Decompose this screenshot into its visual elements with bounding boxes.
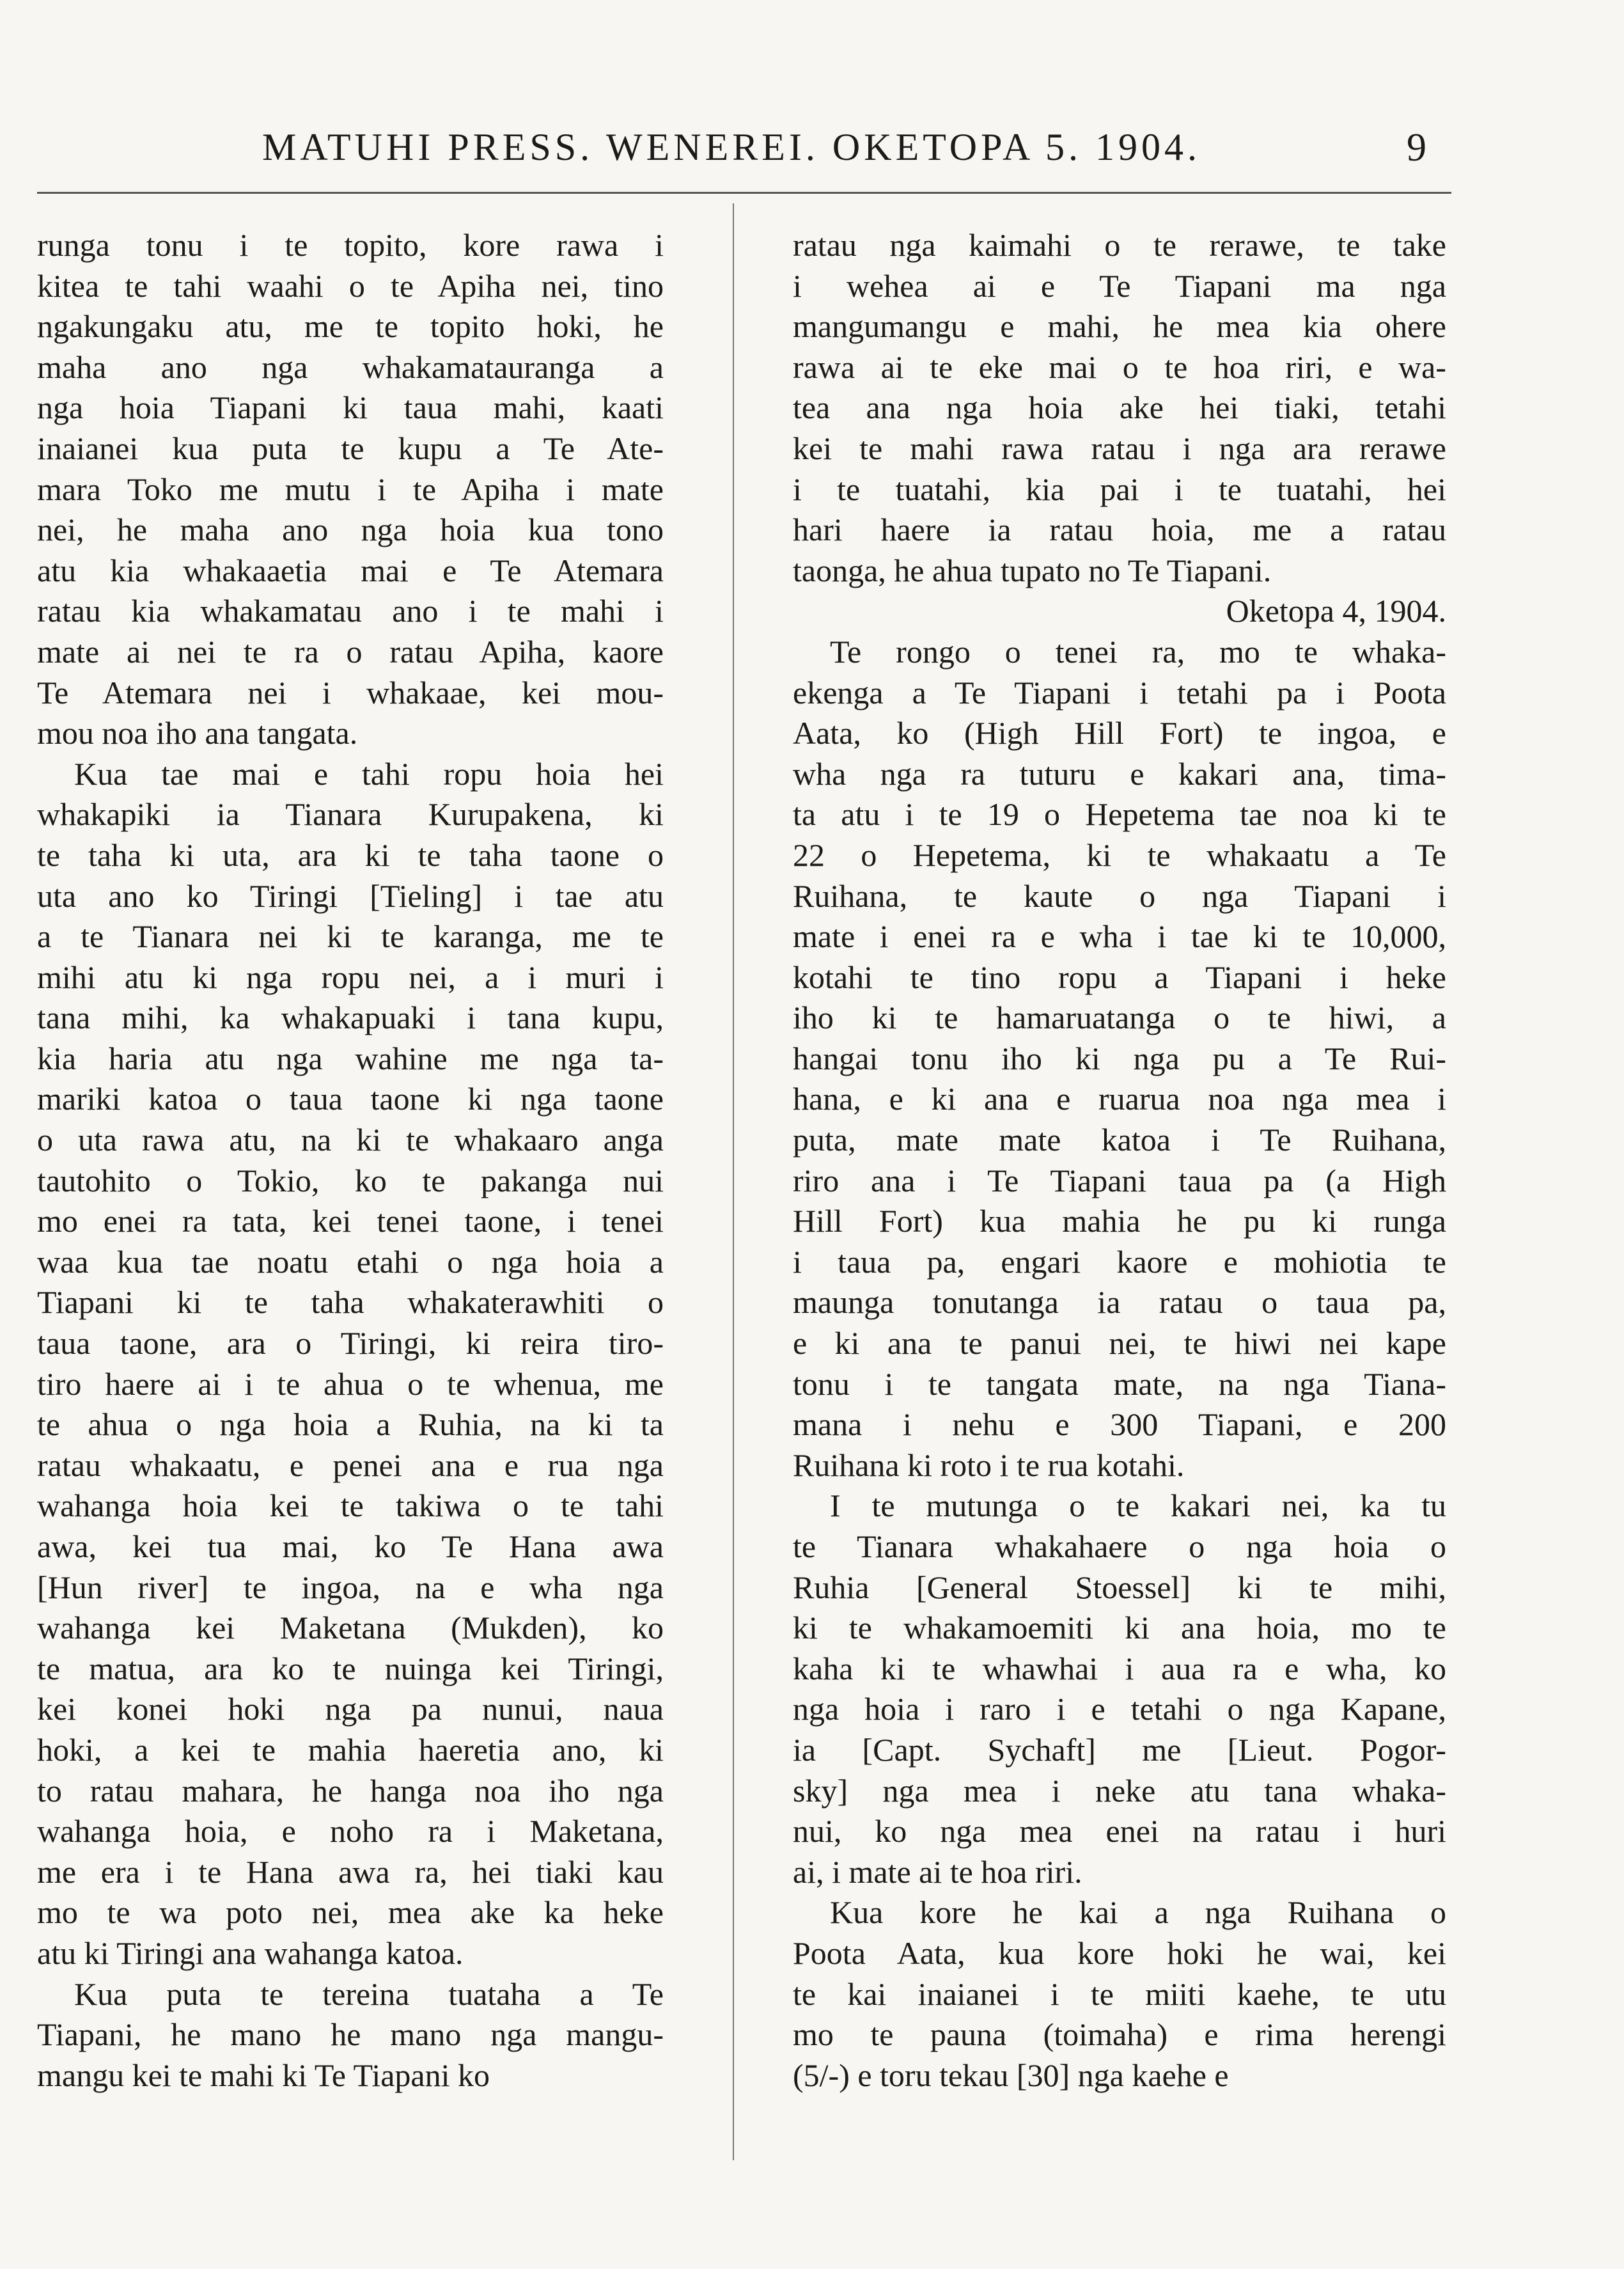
page-number: 9: [1407, 126, 1426, 169]
text-line: te matua, ara ko te nuinga kei Tiringi,: [37, 1650, 664, 1686]
text-line: (5/-) e toru tekau [30] nga kaehe e: [793, 2057, 1229, 2093]
text-line: tiro haere ai i te ahua o te whenua, me: [37, 1365, 664, 1402]
text-line: kei konei hoki nga pa nunui, naua: [37, 1691, 664, 1727]
text-line: me era i te Hana awa ra, hei tiaki kau: [37, 1853, 664, 1890]
text-line: kaha ki te whawhai i aua ra e wha, ko: [793, 1650, 1446, 1686]
text-line: mou noa iho ana tangata.: [37, 715, 358, 751]
header-rule: [37, 192, 1451, 194]
text-line: mo te wa poto nei, mea ake ka heke: [37, 1894, 664, 1931]
text-line: Kua puta te tereina tuataha a Te: [74, 1975, 664, 2012]
text-line: puta, mate mate katoa i Te Ruihana,: [793, 1122, 1446, 1158]
text-line: taua taone, ara o Tiringi, ki reira tiro-: [37, 1325, 664, 1362]
text-line: Tiapani ki te taha whakaterawhiti o: [37, 1284, 664, 1321]
text-line: hangai tonu iho ki nga pu a Te Rui-: [793, 1040, 1446, 1076]
text-line: [Hun river] te ingoa, na e wha nga: [37, 1569, 664, 1605]
text-line: ratau kia whakamatau ano i te mahi i: [37, 593, 664, 629]
text-line: Oketopa 4, 1904.: [1226, 593, 1446, 629]
text-line: waa kua tae noatu etahi o nga hoia a: [37, 1243, 664, 1280]
text-line: hari haere ia ratau hoia, me a ratau: [793, 512, 1446, 548]
text-line: hoki, a kei te mahia haeretia ano, ki: [37, 1731, 664, 1768]
text-line: sky] nga mea i neke atu tana whaka-: [793, 1772, 1446, 1809]
text-line: Tiapani, he mano he mano nga mangu-: [37, 2016, 664, 2053]
text-line: e ki ana te panui nei, te hiwi nei kape: [793, 1325, 1446, 1362]
text-line: mangu kei te mahi ki Te Tiapani ko: [37, 2057, 490, 2093]
text-line: Ruihana ki roto i te rua kotahi.: [793, 1447, 1185, 1483]
text-line: Te Atemara nei i whakaae, kei mou-: [37, 674, 664, 711]
text-line: nui, ko nga mea enei na ratau i huri: [793, 1813, 1446, 1849]
text-line: maunga tonutanga ia ratau o taua pa,: [793, 1284, 1446, 1321]
text-line: Poota Aata, kua kore hoki he wai, kei: [793, 1935, 1446, 1971]
text-line: mangumangu e mahi, he mea kia ohere: [793, 308, 1446, 345]
text-line: mihi atu ki nga ropu nei, a i muri i: [37, 959, 664, 995]
text-line: uta ano ko Tiringi [Tieling] i tae atu: [37, 877, 664, 914]
text-line: Ruihana, te kaute o nga Tiapani i: [793, 877, 1446, 914]
text-line: kotahi te tino ropu a Tiapani i heke: [793, 959, 1446, 995]
text-line: te taha ki uta, ara ki te taha taone o: [37, 836, 664, 873]
text-line: kia haria atu nga wahine me nga ta-: [37, 1040, 664, 1076]
page-header: [0, 125, 1624, 177]
text-line: ia [Capt. Sychaft] me [Lieut. Pogor-: [793, 1731, 1446, 1768]
text-line: nga hoia Tiapani ki taua mahi, kaati: [37, 389, 664, 426]
text-line: Aata, ko (High Hill Fort) te ingoa, e: [793, 715, 1446, 751]
text-line: Kua kore he kai a nga Ruihana o: [830, 1894, 1446, 1931]
text-line: mo enei ra tata, kei tenei taone, i tenei: [37, 1203, 664, 1239]
text-line: nei, he maha ano nga hoia kua tono: [37, 512, 664, 548]
text-line: awa, kei tua mai, ko Te Hana awa: [37, 1528, 664, 1564]
text-line: Kua tae mai e tahi ropu hoia hei: [74, 755, 664, 792]
text-line: mana i nehu e 300 Tiapani, e 200: [793, 1406, 1446, 1443]
text-line: riro ana i Te Tiapani taua pa (a High: [793, 1162, 1446, 1198]
column-divider: [733, 203, 734, 2160]
text-line: Ruhia [General Stoessel] ki te mihi,: [793, 1569, 1446, 1605]
text-line: tautohito o Tokio, ko te pakanga nui: [37, 1162, 664, 1198]
text-line: mo te pauna (toimaha) e rima herengi: [793, 2016, 1446, 2053]
text-line: Hill Fort) kua mahia he pu ki runga: [793, 1203, 1446, 1239]
text-line: inaianei kua puta te kupu a Te Ate-: [37, 430, 664, 466]
text-line: taonga, he ahua tupato no Te Tiapani.: [793, 552, 1272, 588]
text-line: te ahua o nga hoia a Ruhia, na ki ta: [37, 1406, 664, 1443]
text-line: ngakungaku atu, me te topito hoki, he: [37, 308, 664, 345]
text-line: tana mihi, ka whakapuaki i tana kupu,: [37, 1000, 664, 1036]
text-line: I te mutunga o te kakari nei, ka tu: [830, 1488, 1446, 1524]
text-line: Te rongo o tenei ra, mo te whaka-: [830, 633, 1446, 670]
text-line: whakapiki ia Tianara Kurupakena, ki: [37, 796, 664, 833]
text-line: ki te whakamoemiti ki ana hoia, mo te: [793, 1610, 1446, 1646]
text-line: runga tonu i te topito, kore rawa i: [37, 227, 664, 263]
text-line: wahanga hoia kei te takiwa o te tahi: [37, 1488, 664, 1524]
newspaper-header-title: MATUHI PRESS. WENEREI. OKETOPA 5. 1904.: [262, 126, 1201, 168]
text-line: tonu i te tangata mate, na nga Tiana-: [793, 1365, 1446, 1402]
text-line: tea ana nga hoia ake hei tiaki, tetahi: [793, 389, 1446, 426]
right-column: [793, 225, 1446, 2096]
text-line: ekenga a Te Tiapani i tetahi pa i Poota: [793, 674, 1446, 711]
text-line: i wehea ai e Te Tiapani ma nga: [793, 267, 1446, 304]
text-line: maha ano nga whakamatauranga a: [37, 349, 664, 385]
text-line: a te Tianara nei ki te karanga, me te: [37, 918, 664, 955]
text-line: ta atu i te 19 o Hepetema tae noa ki te: [793, 796, 1446, 833]
text-line: wahanga kei Maketana (Mukden), ko: [37, 1610, 664, 1646]
text-line: iho ki te hamaruatanga o te hiwi, a: [793, 1000, 1446, 1036]
left-column: [37, 225, 664, 2096]
text-line: to ratau mahara, he hanga noa iho nga: [37, 1772, 664, 1809]
text-line: wahanga hoia, e noho ra i Maketana,: [37, 1813, 664, 1849]
text-line: ratau nga kaimahi o te rerawe, te take: [793, 227, 1446, 263]
text-line: atu ki Tiringi ana wahanga katoa.: [37, 1935, 464, 1971]
text-line: ai, i mate ai te hoa riri.: [793, 1853, 1082, 1890]
text-line: 22 o Hepetema, ki te whakaatu a Te: [793, 836, 1446, 873]
text-line: ratau whakaatu, e penei ana e rua nga: [37, 1447, 664, 1483]
text-line: wha nga ra tuturu e kakari ana, tima-: [793, 755, 1446, 792]
text-line: te Tianara whakahaere o nga hoia o: [793, 1528, 1446, 1564]
text-line: mate ai nei te ra o ratau Apiha, kaore: [37, 633, 664, 670]
text-line: i taua pa, engari kaore e mohiotia te: [793, 1243, 1446, 1280]
text-line: atu kia whakaaetia mai e Te Atemara: [37, 552, 664, 588]
text-line: rawa ai te eke mai o te hoa riri, e wa-: [793, 349, 1446, 385]
text-line: kei te mahi rawa ratau i nga ara rerawe: [793, 430, 1446, 466]
text-line: kitea te tahi waahi o te Apiha nei, tino: [37, 267, 664, 304]
text-line: nga hoia i raro i e tetahi o nga Kapane,: [793, 1691, 1446, 1727]
text-line: mariki katoa o taua taone ki nga taone: [37, 1081, 664, 1117]
text-line: i te tuatahi, kia pai i te tuatahi, hei: [793, 471, 1446, 507]
text-line: o uta rawa atu, na ki te whakaaro anga: [37, 1122, 664, 1158]
text-line: mate i enei ra e wha i tae ki te 10,000,: [793, 918, 1446, 955]
text-line: te kai inaianei i te miiti kaehe, te utu: [793, 1975, 1446, 2012]
text-line: hana, e ki ana e ruarua noa nga mea i: [793, 1081, 1446, 1117]
text-line: mara Toko me mutu i te Apiha i mate: [37, 471, 664, 507]
